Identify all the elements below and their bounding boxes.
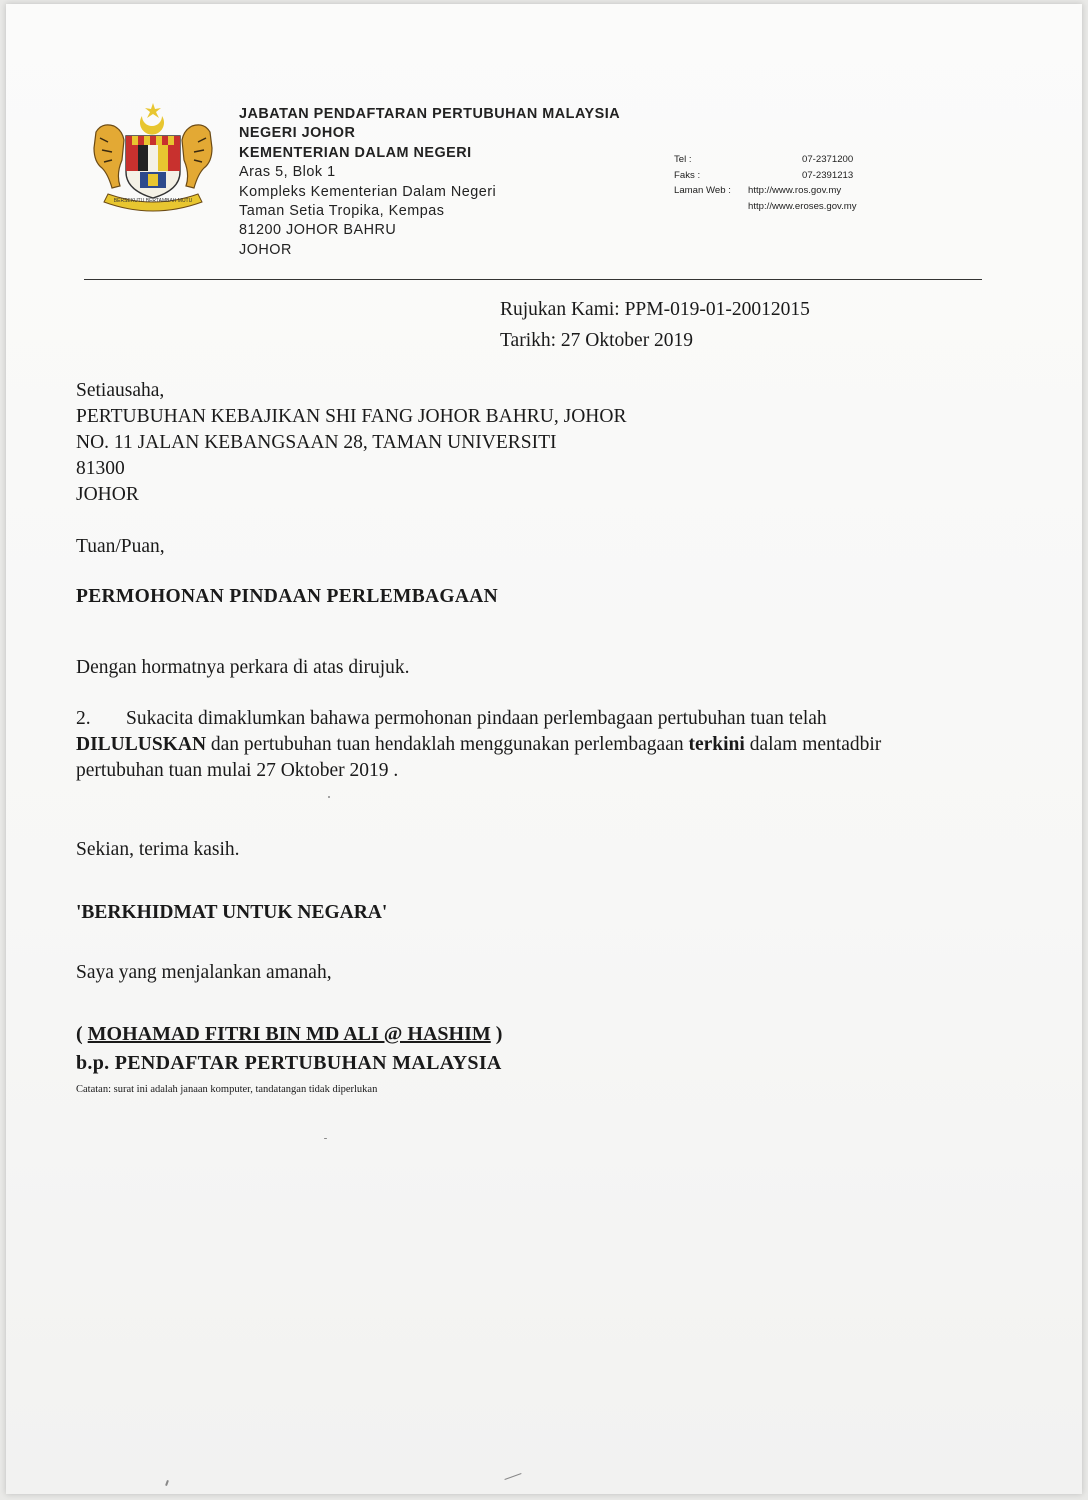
signatory-title: b.p. PENDAFTAR PERTUBUHAN MALAYSIA <box>76 1052 502 1074</box>
recipient-address <box>76 378 626 508</box>
signatory-name-text: MOHAMAD FITRI BIN MD ALI @ HASHIM <box>87 1023 491 1045</box>
letter-page <box>6 4 1082 1494</box>
letterhead-line: JOHOR <box>239 241 292 258</box>
paragraph-2 <box>76 706 906 784</box>
web-label: Laman Web : <box>674 185 731 196</box>
approved-status: DILULUSKAN <box>76 734 207 755</box>
latest-keyword: terkini <box>688 734 745 755</box>
paragraph-number: 2. <box>76 708 91 729</box>
motto: 'BERKHIDMAT UNTUK NEGARA' <box>76 902 388 923</box>
letter-subject: PERMOHONAN PINDAAN PERLEMBAGAAN <box>76 586 499 607</box>
closing-line: Sekian, terima kasih. <box>76 839 240 860</box>
paragraph-2-text: dalam mentadbir pertubuhan tuan mulai 27 Oktober 2019 . <box>76 734 882 781</box>
paragraph-1: Dengan hormatnya perkara di atas dirujuk. <box>76 657 410 678</box>
paragraph-2-text: dan pertubuhan tuan hendaklah menggunakan perlembagaan <box>206 734 689 755</box>
faks-value: 07-2391213 <box>802 169 854 181</box>
recipient-line: JOHOR <box>76 484 139 505</box>
sign-off: Saya yang menjalankan amanah, <box>76 962 332 983</box>
tel-label: Tel : <box>674 154 692 165</box>
letterhead-line: Taman Setia Tropika, Kempas <box>239 203 445 220</box>
letter-date: Tarikh: 27 Oktober 2019 <box>500 330 694 351</box>
header-divider <box>84 279 982 280</box>
signatory-name <box>76 1021 502 1047</box>
recipient-line: NO. 11 JALAN KEBANGSAAN 28, TAMAN UNIVERSITI <box>76 432 557 453</box>
web-link-eroses[interactable]: http://www.eroses.gov.my <box>748 200 857 212</box>
letterhead-line: 81200 JOHOR BAHRU <box>239 222 397 239</box>
salutation: Tuan/Puan, <box>76 536 165 557</box>
paren-open: ( <box>76 1023 88 1045</box>
tel-value: 07-2371200 <box>802 154 854 165</box>
paragraph-2-text: Sukacita dimaklumkan bahawa permohonan pindaan perlembagaan pertubuhan tuan telah <box>126 708 827 729</box>
faks-label: Faks : <box>674 169 701 181</box>
letterhead-line: JABATAN PENDAFTARAN PERTUBUHAN MALAYSIA <box>239 106 621 122</box>
contact-info <box>674 152 904 214</box>
reference-block <box>500 294 810 356</box>
paper-speck <box>504 1473 521 1480</box>
recipient-line: PERTUBUHAN KEBAJIKAN SHI FANG JOHOR BAHRU, JOHOR <box>76 406 627 427</box>
letterhead-address <box>239 105 620 260</box>
paper-speck <box>328 796 330 798</box>
computer-generated-note: Catatan: surat ini adalah janaan komputer, tandatangan tidak diperlukan <box>76 1084 378 1095</box>
recipient-line: Setiausaha, <box>76 380 165 401</box>
letterhead-line: Aras 5, Blok 1 <box>239 164 336 181</box>
letterhead-line: NEGERI JOHOR <box>239 125 356 142</box>
malaysia-coat-of-arms-logo <box>82 102 224 214</box>
reference-number: Rujukan Kami: PPM-019-01-20012015 <box>500 299 810 320</box>
paper-speck <box>165 1480 169 1486</box>
svg-text:BERSEKUTU BERTAMBAH MUTU: BERSEKUTU BERTAMBAH MUTU <box>113 198 193 204</box>
recipient-line: 81300 <box>76 458 125 479</box>
paper-speck <box>324 1138 327 1139</box>
letterhead-line: KEMENTERIAN DALAM NEGERI <box>239 144 472 161</box>
web-link-ros[interactable]: http://www.ros.gov.my <box>748 185 842 196</box>
letterhead-line: Kompleks Kementerian Dalam Negeri <box>239 183 497 200</box>
paren-close: ) <box>490 1023 503 1045</box>
